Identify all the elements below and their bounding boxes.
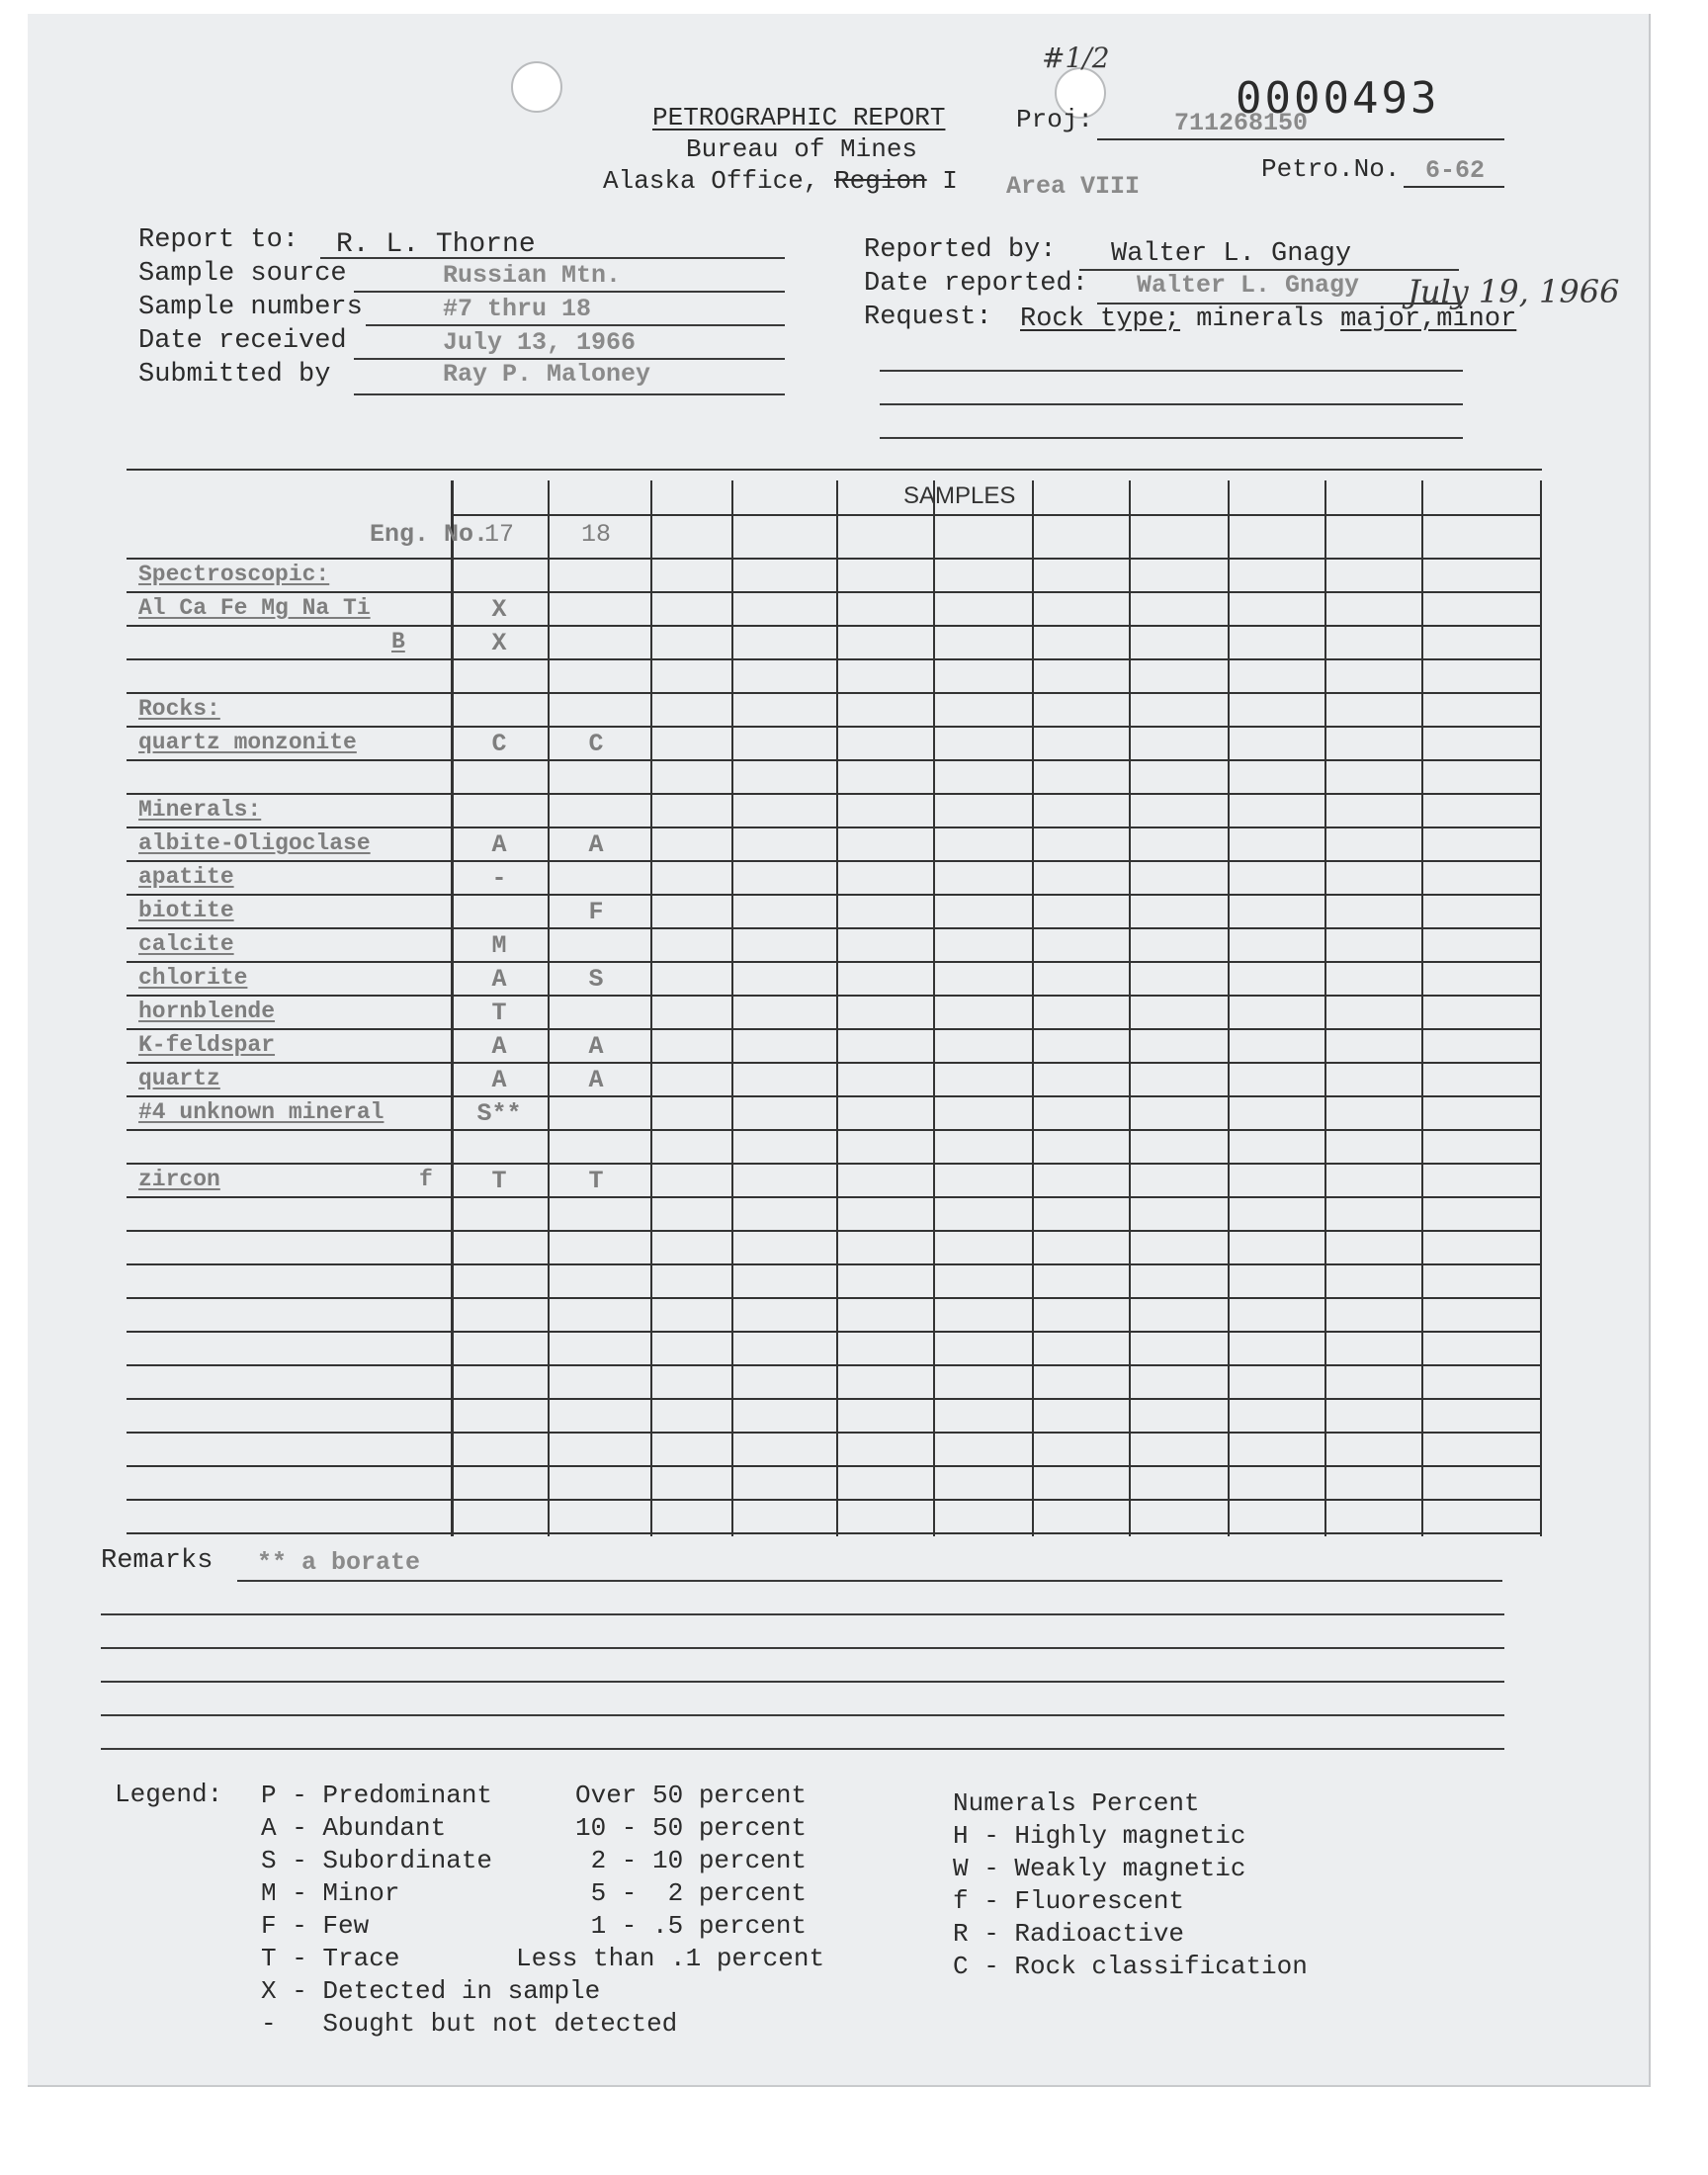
submitted-by-label: Submitted by bbox=[138, 360, 331, 390]
table-row-label: apatite bbox=[138, 864, 234, 890]
table-row-line bbox=[127, 1364, 1542, 1366]
petro-label: Petro.No. bbox=[1261, 154, 1401, 184]
submitted-by-value: Ray P. Maloney bbox=[443, 360, 651, 389]
legend-item: R - Radioactive bbox=[953, 1919, 1185, 1949]
table-row-label: quartz monzonite bbox=[138, 730, 357, 755]
table-vline bbox=[1032, 480, 1034, 1536]
proj-value: 711268150 bbox=[1174, 109, 1309, 137]
table-row-line bbox=[127, 759, 1542, 761]
table-row-label: albite-Oligoclase bbox=[138, 830, 371, 856]
remarks-label: Remarks bbox=[101, 1546, 214, 1576]
table-header-line bbox=[451, 514, 1542, 516]
sample-source-value: Russian Mtn. bbox=[443, 261, 622, 290]
table-row-line bbox=[127, 1263, 1542, 1265]
legend-title: Legend: bbox=[115, 1780, 223, 1809]
table-row-label: Al Ca Fe Mg Na Ti bbox=[138, 595, 371, 621]
sample-source-label: Sample source bbox=[138, 259, 347, 289]
table-vline bbox=[836, 480, 838, 1536]
table-cell: T bbox=[588, 1167, 604, 1195]
remarks-value: ** a borate bbox=[257, 1548, 421, 1577]
table-row-line bbox=[127, 1062, 1542, 1064]
org-line2 bbox=[603, 166, 958, 196]
org-region-number: I bbox=[942, 166, 958, 196]
table-row-line bbox=[127, 625, 1542, 627]
request-rock-type: Rock type; bbox=[1020, 304, 1181, 334]
table-row-line bbox=[127, 860, 1542, 862]
request-major-minor: major,minor bbox=[1340, 304, 1517, 334]
table-row-line bbox=[127, 1163, 1542, 1165]
sample-numbers-label: Sample numbers bbox=[138, 293, 363, 322]
table-row-line bbox=[127, 1532, 1542, 1534]
table-row-line bbox=[127, 1230, 1542, 1232]
eng-no-label: Eng. No. bbox=[370, 520, 489, 549]
table-row-line bbox=[127, 1499, 1542, 1501]
date-reported-hand: July 19, 1966 bbox=[1408, 273, 1620, 310]
petro-value: 6-62 bbox=[1425, 156, 1486, 185]
table-vline bbox=[650, 480, 652, 1536]
table-row-line bbox=[127, 658, 1542, 660]
table-row-line bbox=[127, 826, 1542, 828]
table-row-label: Minerals: bbox=[138, 797, 262, 823]
table-cell: C bbox=[491, 730, 507, 758]
legend-code: T - Trace bbox=[261, 1944, 400, 1973]
table-cell: A bbox=[491, 965, 507, 994]
legend-range: 2 - 10 percent bbox=[575, 1846, 808, 1875]
table-row-label: hornblende bbox=[138, 999, 276, 1024]
petro-line bbox=[1404, 186, 1504, 188]
page-mark: #1/2 bbox=[1042, 42, 1110, 74]
table-row-line bbox=[127, 1196, 1542, 1198]
table-row-label: chlorite bbox=[138, 965, 248, 991]
table-cell: S** bbox=[476, 1099, 522, 1128]
table-row-label: Rocks: bbox=[138, 696, 220, 722]
table-row-line bbox=[127, 961, 1542, 963]
table-vline bbox=[1540, 480, 1542, 1536]
legend-code: A - Abundant bbox=[261, 1813, 447, 1843]
area-typed: Area VIII bbox=[1006, 172, 1141, 201]
legend-code: P - Predominant bbox=[261, 1781, 493, 1810]
table-row-line bbox=[127, 692, 1542, 694]
table-row-line bbox=[127, 894, 1542, 896]
table-row-line bbox=[127, 1331, 1542, 1333]
table-row-line bbox=[127, 793, 1542, 795]
table-cell: A bbox=[491, 830, 507, 859]
table-cell: A bbox=[588, 1032, 604, 1061]
table-row-line bbox=[127, 1432, 1542, 1434]
table-cell: T bbox=[491, 1167, 507, 1195]
table-row-label: #4 unknown mineral bbox=[138, 1099, 384, 1125]
table-row-label: K-feldspar bbox=[138, 1032, 276, 1058]
remarks-line-4 bbox=[101, 1681, 1504, 1683]
table-row-line bbox=[127, 591, 1542, 593]
reported-by-label: Reported by: bbox=[864, 235, 1057, 265]
table-vline bbox=[1421, 480, 1423, 1536]
proj-line bbox=[1097, 138, 1504, 140]
sample-column-17: 17 bbox=[483, 520, 514, 549]
table-row-line bbox=[127, 1398, 1542, 1400]
table-vline bbox=[451, 480, 454, 1536]
table-row-line bbox=[127, 1129, 1542, 1131]
table-vline bbox=[1228, 480, 1230, 1536]
legend-code: X - Detected in sample bbox=[261, 1976, 601, 2006]
table-cell: S bbox=[588, 965, 604, 994]
legend-range: Less than .1 percent bbox=[516, 1944, 825, 1973]
date-reported-label: Date reported: bbox=[864, 269, 1088, 299]
table-cell: A bbox=[588, 830, 604, 859]
date-received-value: July 13, 1966 bbox=[443, 328, 637, 357]
table-row-label: quartz bbox=[138, 1066, 220, 1091]
legend-range: 10 - 50 percent bbox=[575, 1813, 808, 1843]
legend-range: 5 - 2 percent bbox=[575, 1878, 808, 1908]
report-to-value: R. L. Thorne bbox=[336, 229, 536, 260]
table-eng-no-line bbox=[127, 558, 1542, 560]
table-vline bbox=[1129, 480, 1131, 1536]
sample-column-18: 18 bbox=[580, 520, 611, 549]
report-sheet bbox=[28, 14, 1651, 2087]
table-row-label: calcite bbox=[138, 931, 234, 957]
remarks-line-6 bbox=[101, 1748, 1504, 1750]
report-title: PETROGRAPHIC REPORT bbox=[652, 103, 946, 132]
legend-right bbox=[953, 1787, 1308, 1983]
table-vline bbox=[933, 480, 935, 1536]
legend-range: Over 50 percent bbox=[575, 1781, 808, 1810]
legend-item: Numerals Percent bbox=[953, 1788, 1200, 1818]
table-cell: F bbox=[588, 898, 604, 926]
legend-item: C - Rock classification bbox=[953, 1952, 1308, 1981]
legend-item: H - Highly magnetic bbox=[953, 1821, 1246, 1851]
table-row-line bbox=[127, 1297, 1542, 1299]
table-cell: X bbox=[491, 595, 507, 624]
table-cell: - bbox=[491, 864, 507, 893]
request-line-2 bbox=[880, 370, 1463, 372]
legend-code: S - Subordinate bbox=[261, 1846, 493, 1875]
request-line-4 bbox=[880, 437, 1463, 439]
request-minerals: minerals bbox=[1180, 304, 1341, 334]
remarks-line-3 bbox=[101, 1647, 1504, 1649]
legend-item: f - Fluorescent bbox=[953, 1886, 1185, 1916]
table-row-line bbox=[127, 995, 1542, 997]
submitted-by-line bbox=[354, 393, 785, 395]
remarks-line-2 bbox=[101, 1613, 1504, 1615]
date-received-label: Date received bbox=[138, 326, 347, 356]
doc-number: 0000493 bbox=[1236, 73, 1440, 124]
request-line-3 bbox=[880, 403, 1463, 405]
date-reported-typed: Walter L. Gnagy bbox=[1137, 271, 1360, 300]
request-value bbox=[1020, 304, 1516, 334]
punch-hole-left bbox=[511, 61, 562, 113]
table-vline bbox=[731, 480, 733, 1536]
table-vline bbox=[1324, 480, 1326, 1536]
table-row-line bbox=[127, 1095, 1542, 1097]
table-row-label: biotite bbox=[138, 898, 234, 923]
org-region-struck: Region bbox=[834, 166, 927, 196]
table-row-label: Spectroscopic: bbox=[138, 562, 330, 587]
legend-code: M - Minor bbox=[261, 1878, 400, 1908]
sample-numbers-value: #7 thru 18 bbox=[443, 295, 592, 323]
table-row-suffix: f bbox=[419, 1167, 433, 1192]
table-top-border bbox=[127, 469, 1542, 471]
remarks-line-5 bbox=[101, 1714, 1504, 1716]
sample-numbers-line bbox=[366, 324, 785, 326]
samples-header: SAMPLES bbox=[903, 482, 1016, 509]
table-cell: A bbox=[491, 1066, 507, 1094]
proj-label: Proj: bbox=[1016, 105, 1094, 134]
reported-by-value: Walter L. Gnagy bbox=[1111, 239, 1352, 269]
legend-code: - Sought but not detected bbox=[261, 2009, 678, 2039]
legend-range: 1 - .5 percent bbox=[575, 1911, 808, 1941]
table-cell: T bbox=[491, 999, 507, 1027]
table-row-line bbox=[127, 1465, 1542, 1467]
legend-code: F - Few bbox=[261, 1911, 370, 1941]
table-row-label: B bbox=[391, 629, 405, 654]
table-row-line bbox=[127, 927, 1542, 929]
remarks-line-1 bbox=[237, 1580, 1502, 1582]
org-line1: Bureau of Mines bbox=[686, 134, 918, 164]
legend-item: W - Weakly magnetic bbox=[953, 1854, 1246, 1883]
table-cell: A bbox=[491, 1032, 507, 1061]
table-cell: X bbox=[491, 629, 507, 657]
table-cell: C bbox=[588, 730, 604, 758]
request-label: Request: bbox=[864, 303, 992, 332]
table-row-line bbox=[127, 726, 1542, 728]
table-row-line bbox=[127, 1028, 1542, 1030]
table-row-label: zircon bbox=[138, 1167, 220, 1192]
org-office: Alaska Office, bbox=[603, 166, 835, 196]
sample-source-line bbox=[354, 291, 785, 293]
table-cell: A bbox=[588, 1066, 604, 1094]
report-to-label: Report to: bbox=[138, 225, 299, 255]
table-cell: M bbox=[491, 931, 507, 960]
samples-table bbox=[127, 469, 1542, 1536]
table-vline bbox=[548, 480, 550, 1536]
